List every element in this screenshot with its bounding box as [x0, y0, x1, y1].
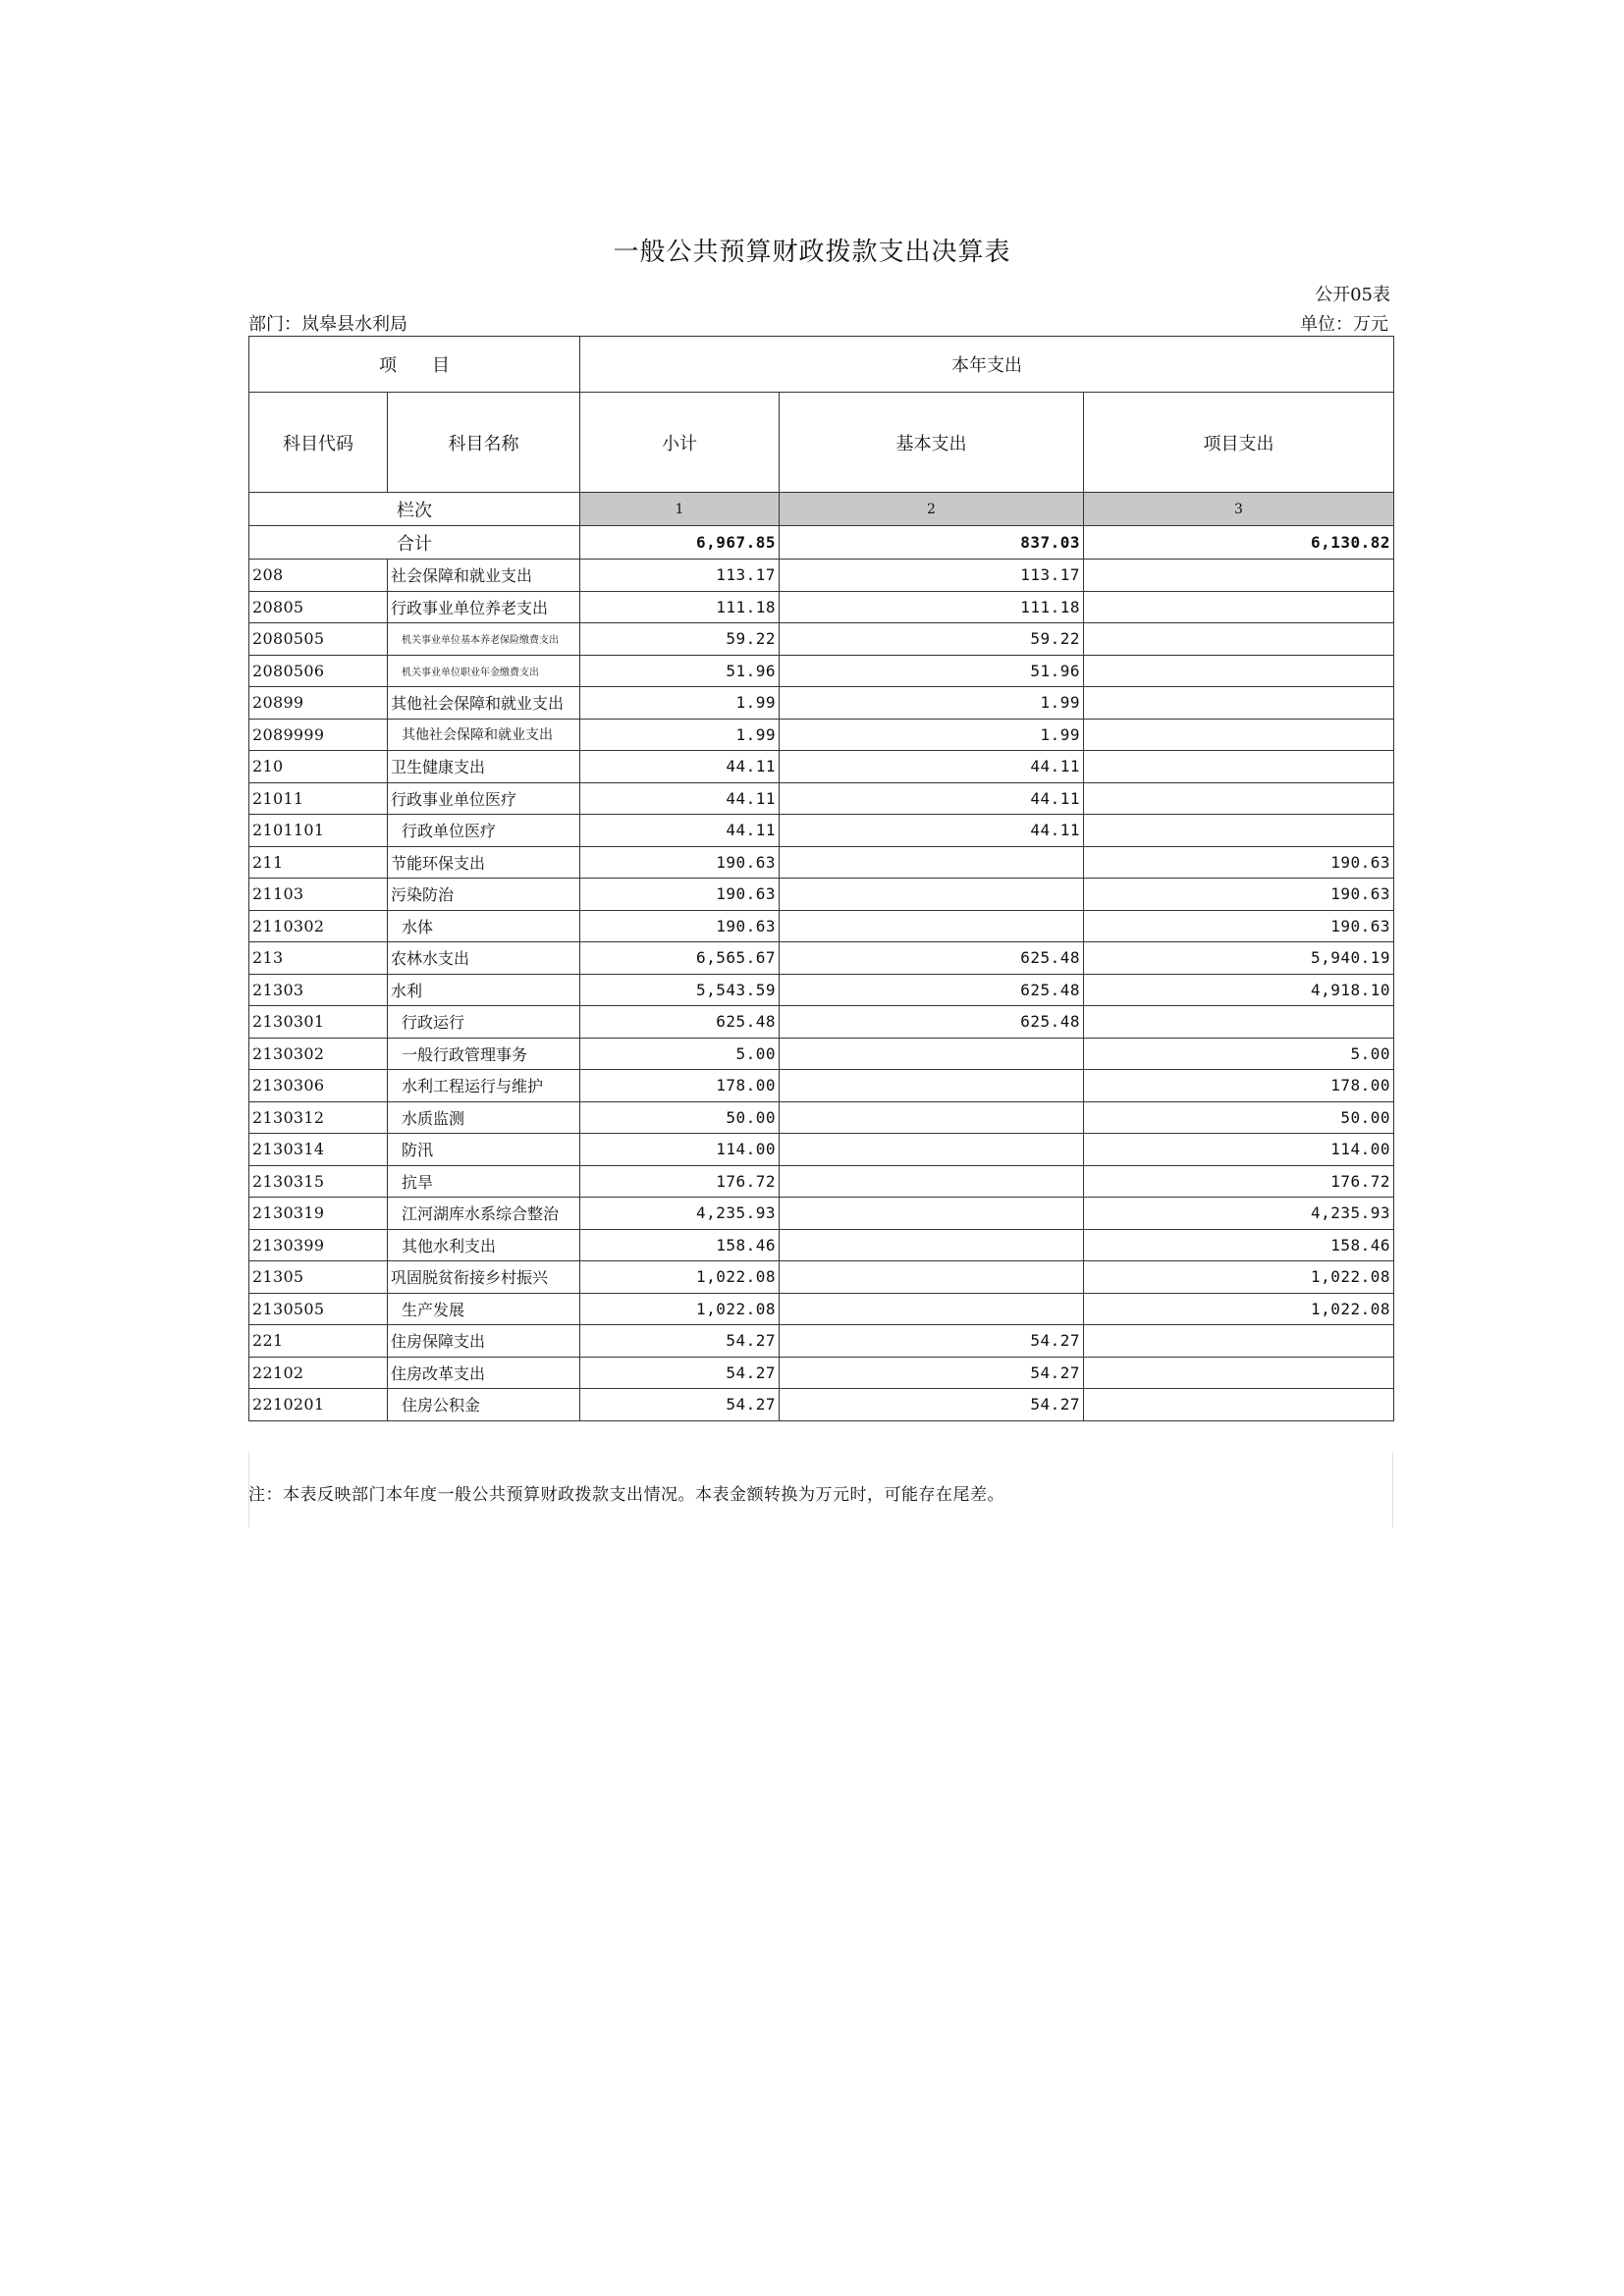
- column-number-1: 1: [580, 493, 780, 526]
- table-row: [249, 560, 1394, 592]
- row-subtotal: 176.72: [580, 1165, 780, 1198]
- row-code: 2080506: [249, 655, 388, 687]
- table-row: [249, 1101, 1394, 1134]
- row-basic: 44.11: [780, 751, 1084, 783]
- table-row: [249, 687, 1394, 720]
- row-code: 2130302: [249, 1038, 388, 1070]
- row-basic: [780, 1134, 1084, 1166]
- row-code: 2130301: [249, 1006, 388, 1039]
- row-name: 防汛: [388, 1134, 580, 1166]
- table-row: [249, 751, 1394, 783]
- table-row: [249, 815, 1394, 847]
- row-basic: [780, 1198, 1084, 1230]
- row-project: [1084, 719, 1394, 751]
- table-row: [249, 974, 1394, 1006]
- row-subtotal: 5.00: [580, 1038, 780, 1070]
- row-project: 190.63: [1084, 879, 1394, 911]
- row-project: [1084, 751, 1394, 783]
- row-project: [1084, 655, 1394, 687]
- row-subtotal: 44.11: [580, 782, 780, 815]
- table-row: [249, 1357, 1394, 1389]
- row-code: 2110302: [249, 910, 388, 942]
- row-subtotal: 178.00: [580, 1070, 780, 1102]
- row-basic: 44.11: [780, 782, 1084, 815]
- row-subtotal: 625.48: [580, 1006, 780, 1039]
- row-name: 水利: [388, 974, 580, 1006]
- row-name: 住房保障支出: [388, 1325, 580, 1358]
- row-code: 211: [249, 846, 388, 879]
- row-project: 4,918.10: [1084, 974, 1394, 1006]
- row-subtotal: 59.22: [580, 623, 780, 656]
- row-name: 住房公积金: [388, 1389, 580, 1421]
- page-title: 一般公共预算财政拨款支出决算表: [613, 238, 1011, 267]
- row-project: 5.00: [1084, 1038, 1394, 1070]
- column-number-3: 3: [1084, 493, 1394, 526]
- row-subtotal: 44.11: [580, 751, 780, 783]
- row-project: 1,022.08: [1084, 1293, 1394, 1325]
- row-subtotal: 5,543.59: [580, 974, 780, 1006]
- row-code: 21303: [249, 974, 388, 1006]
- department-label: 部门：岚皋县水利局: [248, 314, 407, 335]
- row-project: 190.63: [1084, 846, 1394, 879]
- header-row-2: [249, 393, 1394, 493]
- row-basic: 59.22: [780, 623, 1084, 656]
- total-basic: 837.03: [780, 526, 1084, 560]
- row-subtotal: 1.99: [580, 719, 780, 751]
- row-basic: 625.48: [780, 974, 1084, 1006]
- row-name: 农林水支出: [388, 942, 580, 975]
- row-basic: 44.11: [780, 815, 1084, 847]
- row-name: 其他社会保障和就业支出: [388, 719, 580, 751]
- row-name: 污染防治: [388, 879, 580, 911]
- total-project: 6,130.82: [1084, 526, 1394, 560]
- table-row: [249, 1198, 1394, 1230]
- table-row: [249, 655, 1394, 687]
- row-code: 2130312: [249, 1101, 388, 1134]
- column-number-row: [249, 493, 1394, 526]
- row-subtotal: 50.00: [580, 1101, 780, 1134]
- row-subtotal: 44.11: [580, 815, 780, 847]
- row-subtotal: 114.00: [580, 1134, 780, 1166]
- row-project: [1084, 782, 1394, 815]
- total-row: [249, 526, 1394, 560]
- table-row: [249, 1293, 1394, 1325]
- table-row: [249, 1038, 1394, 1070]
- table-row: [249, 623, 1394, 656]
- row-subtotal: 4,235.93: [580, 1198, 780, 1230]
- header-project: 项目支出: [1084, 393, 1394, 493]
- row-code: 20805: [249, 591, 388, 623]
- row-code: 2130314: [249, 1134, 388, 1166]
- row-project: [1084, 1389, 1394, 1421]
- row-name: 生产发展: [388, 1293, 580, 1325]
- header-code: 科目代码: [249, 393, 388, 493]
- row-subtotal: 158.46: [580, 1229, 780, 1261]
- row-name: 机关事业单位基本养老保险缴费支出: [388, 623, 580, 656]
- row-basic: 111.18: [780, 591, 1084, 623]
- column-number-2: 2: [780, 493, 1084, 526]
- row-name: 住房改革支出: [388, 1357, 580, 1389]
- row-basic: 54.27: [780, 1389, 1084, 1421]
- row-project: 176.72: [1084, 1165, 1394, 1198]
- table-row: [249, 1325, 1394, 1358]
- row-basic: [780, 1165, 1084, 1198]
- header-subtotal: 小计: [580, 393, 780, 493]
- table-row: [249, 719, 1394, 751]
- row-code: 21103: [249, 879, 388, 911]
- row-subtotal: 1,022.08: [580, 1261, 780, 1294]
- row-project: 50.00: [1084, 1101, 1394, 1134]
- row-subtotal: 54.27: [580, 1325, 780, 1358]
- row-project: 178.00: [1084, 1070, 1394, 1102]
- header-name: 科目名称: [388, 393, 580, 493]
- row-basic: [780, 1101, 1084, 1134]
- table-row: [249, 591, 1394, 623]
- row-project: 190.63: [1084, 910, 1394, 942]
- expenditure-table: [248, 336, 1394, 1421]
- row-project: [1084, 560, 1394, 592]
- header-current-year: 本年支出: [580, 337, 1394, 393]
- row-code: 210: [249, 751, 388, 783]
- row-project: 4,235.93: [1084, 1198, 1394, 1230]
- row-project: 1,022.08: [1084, 1261, 1394, 1294]
- row-subtotal: 51.96: [580, 655, 780, 687]
- row-code: 2080505: [249, 623, 388, 656]
- row-subtotal: 6,565.67: [580, 942, 780, 975]
- row-code: 2101101: [249, 815, 388, 847]
- table-row: [249, 1261, 1394, 1294]
- row-project: 114.00: [1084, 1134, 1394, 1166]
- table-row: [249, 782, 1394, 815]
- row-project: [1084, 591, 1394, 623]
- row-basic: [780, 1070, 1084, 1102]
- row-basic: [780, 1038, 1084, 1070]
- row-code: 2210201: [249, 1389, 388, 1421]
- row-code: 221: [249, 1325, 388, 1358]
- table-row: [249, 1070, 1394, 1102]
- row-name: 社会保障和就业支出: [388, 560, 580, 592]
- total-subtotal: 6,967.85: [580, 526, 780, 560]
- row-subtotal: 111.18: [580, 591, 780, 623]
- row-name: 卫生健康支出: [388, 751, 580, 783]
- row-code: 2130319: [249, 1198, 388, 1230]
- row-project: 158.46: [1084, 1229, 1394, 1261]
- row-code: 2089999: [249, 719, 388, 751]
- row-basic: [780, 910, 1084, 942]
- row-name: 一般行政管理事务: [388, 1038, 580, 1070]
- footnote: 注：本表反映部门本年度一般公共预算财政拨款支出情况。本表金额转换为万元时，可能存在尾差。: [248, 1485, 1004, 1505]
- row-code: 2130315: [249, 1165, 388, 1198]
- table-row: [249, 1165, 1394, 1198]
- row-basic: [780, 1261, 1084, 1294]
- row-name: 节能环保支出: [388, 846, 580, 879]
- row-basic: [780, 1229, 1084, 1261]
- row-basic: 54.27: [780, 1325, 1084, 1358]
- row-name: 水体: [388, 910, 580, 942]
- row-basic: [780, 1293, 1084, 1325]
- row-project: [1084, 687, 1394, 720]
- unit-label: 单位：万元: [1300, 314, 1388, 335]
- row-basic: [780, 846, 1084, 879]
- table-row: [249, 942, 1394, 975]
- row-subtotal: 54.27: [580, 1389, 780, 1421]
- form-code: 公开05表: [1315, 285, 1390, 305]
- row-project: [1084, 623, 1394, 656]
- row-project: [1084, 1006, 1394, 1039]
- row-code: 2130306: [249, 1070, 388, 1102]
- row-name: 水质监测: [388, 1101, 580, 1134]
- row-name: 机关事业单位职业年金缴费支出: [388, 655, 580, 687]
- row-name: 江河湖库水系综合整治: [388, 1198, 580, 1230]
- row-name: 巩固脱贫衔接乡村振兴: [388, 1261, 580, 1294]
- table-row: [249, 1389, 1394, 1421]
- row-name: 其他社会保障和就业支出: [388, 687, 580, 720]
- header-row-1: [249, 337, 1394, 393]
- row-code: 22102: [249, 1357, 388, 1389]
- row-code: 2130399: [249, 1229, 388, 1261]
- row-basic: [780, 879, 1084, 911]
- row-basic: 1.99: [780, 719, 1084, 751]
- row-project: [1084, 1325, 1394, 1358]
- row-basic: 625.48: [780, 1006, 1084, 1039]
- row-subtotal: 190.63: [580, 910, 780, 942]
- row-basic: 113.17: [780, 560, 1084, 592]
- row-basic: 1.99: [780, 687, 1084, 720]
- row-code: 21305: [249, 1261, 388, 1294]
- table-row: [249, 1134, 1394, 1166]
- row-subtotal: 190.63: [580, 879, 780, 911]
- row-subtotal: 1,022.08: [580, 1293, 780, 1325]
- row-basic: 54.27: [780, 1357, 1084, 1389]
- row-name: 行政事业单位医疗: [388, 782, 580, 815]
- table-row: [249, 1229, 1394, 1261]
- total-label: 合计: [249, 526, 580, 560]
- table-row: [249, 846, 1394, 879]
- row-code: 21011: [249, 782, 388, 815]
- row-basic: 51.96: [780, 655, 1084, 687]
- row-name: 行政事业单位养老支出: [388, 591, 580, 623]
- row-code: 2130505: [249, 1293, 388, 1325]
- row-code: 208: [249, 560, 388, 592]
- header-item: 项 目: [249, 337, 580, 393]
- table-row: [249, 1006, 1394, 1039]
- row-project: [1084, 815, 1394, 847]
- row-subtotal: 54.27: [580, 1357, 780, 1389]
- row-project: [1084, 1357, 1394, 1389]
- row-subtotal: 190.63: [580, 846, 780, 879]
- row-name: 行政运行: [388, 1006, 580, 1039]
- row-basic: 625.48: [780, 942, 1084, 975]
- row-name: 其他水利支出: [388, 1229, 580, 1261]
- row-project: 5,940.19: [1084, 942, 1394, 975]
- row-subtotal: 1.99: [580, 687, 780, 720]
- row-code: 213: [249, 942, 388, 975]
- row-name: 水利工程运行与维护: [388, 1070, 580, 1102]
- row-subtotal: 113.17: [580, 560, 780, 592]
- row-name: 行政单位医疗: [388, 815, 580, 847]
- header-basic: 基本支出: [780, 393, 1084, 493]
- row-code: 20899: [249, 687, 388, 720]
- column-label: 栏次: [249, 493, 580, 526]
- table-row: [249, 910, 1394, 942]
- row-name: 抗旱: [388, 1165, 580, 1198]
- table-row: [249, 879, 1394, 911]
